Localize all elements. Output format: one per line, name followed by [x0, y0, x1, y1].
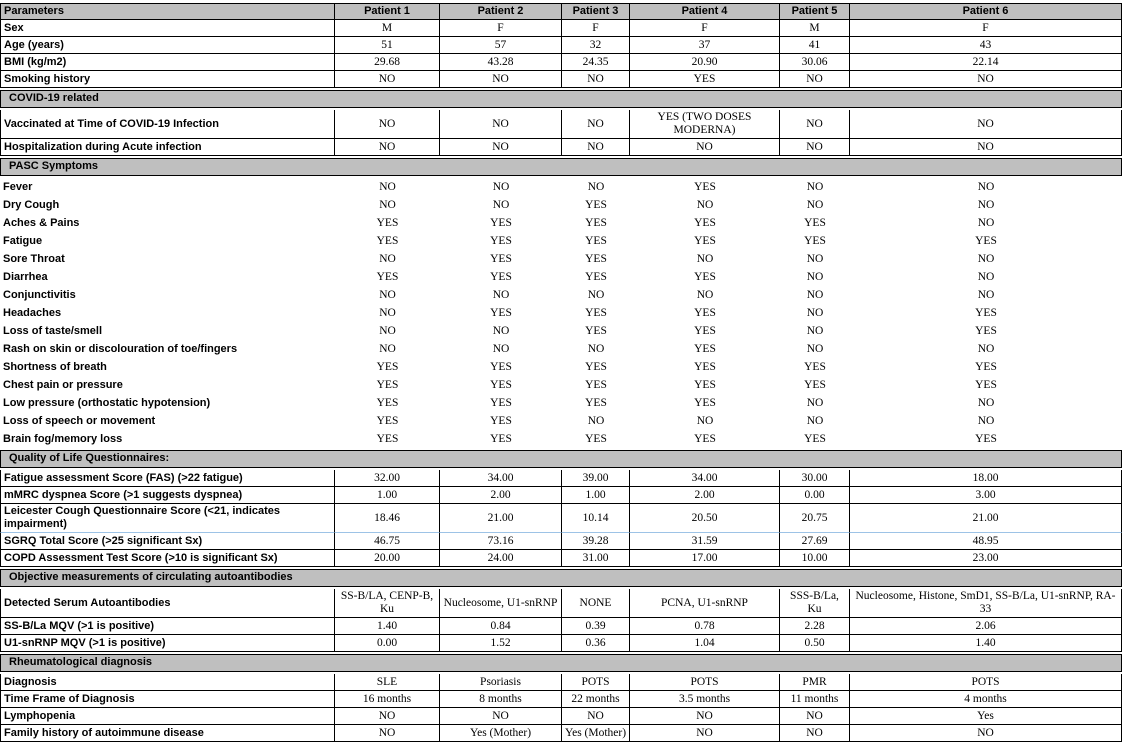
cell-value: NO — [977, 342, 995, 355]
row-label: Smoking history — [0, 71, 335, 88]
section-title: PASC Symptoms — [0, 158, 1122, 176]
cell-value: NO — [379, 288, 396, 301]
table-row — [0, 635, 1122, 652]
cell-value: 39.28 — [562, 533, 630, 550]
cell-value: YES — [376, 234, 399, 247]
cell-value: 31.00 — [562, 550, 630, 567]
cell-value: 31.59 — [630, 533, 780, 550]
cell-value: 17.00 — [630, 550, 780, 567]
cell-value: YES — [490, 414, 512, 427]
table-row — [0, 268, 1122, 286]
patient-column-header: Patient 1 — [335, 3, 440, 20]
cell-value: POTS — [562, 674, 630, 691]
cell-value: 41 — [780, 37, 850, 54]
table-header — [0, 3, 1122, 20]
cell-value: NO — [696, 414, 714, 427]
table-row — [0, 20, 1122, 37]
cell-value: NO — [780, 139, 850, 156]
table-row — [0, 504, 1122, 533]
cell-value: 16 months — [335, 691, 440, 708]
table-row — [0, 71, 1122, 88]
table-row — [0, 412, 1122, 430]
section-title: Quality of Life Questionnaires: — [0, 450, 1122, 468]
row-label: U1-snRNP MQV (>1 is positive) — [0, 635, 335, 652]
cell-value: NO — [335, 139, 440, 156]
row-label: Fever — [3, 180, 33, 193]
cell-value: 0.78 — [630, 618, 780, 635]
cell-value: NO — [977, 252, 995, 265]
cell-value: NO — [379, 252, 396, 265]
cell-value: YES — [585, 198, 607, 211]
cell-value: YES — [376, 360, 399, 373]
cell-value: 39.00 — [562, 470, 630, 487]
cell-value: NO — [492, 324, 510, 337]
row-label: COPD Assessment Test Score (>10 is significant Sx) — [0, 550, 335, 567]
cell-value: 21.00 — [850, 504, 1122, 533]
table-row — [0, 725, 1122, 742]
patient-column-header: Patient 5 — [780, 3, 850, 20]
table-row — [0, 139, 1122, 156]
cell-value: NO — [492, 198, 510, 211]
cell-value: 37 — [630, 37, 780, 54]
cell-value: YES — [490, 396, 512, 409]
cell-value: 4 months — [850, 691, 1122, 708]
cell-value: 0.84 — [440, 618, 562, 635]
cell-value: YES — [490, 270, 512, 283]
cell-value: YES — [694, 234, 716, 247]
cell-value: NO — [780, 71, 850, 88]
cell-value: 3.5 months — [630, 691, 780, 708]
cell-value: 34.00 — [440, 470, 562, 487]
cell-value: 20.75 — [780, 504, 850, 533]
cell-value: NO — [806, 252, 824, 265]
cell-value: NO — [587, 288, 605, 301]
cell-value: NO — [850, 110, 1122, 139]
cell-value: YES — [694, 270, 716, 283]
cell-value: 0.00 — [780, 487, 850, 504]
cell-value: NO — [696, 288, 714, 301]
cell-value: 0.39 — [562, 618, 630, 635]
cell-value: NO — [379, 198, 396, 211]
table-row — [0, 110, 1122, 139]
cell-value: 30.00 — [780, 470, 850, 487]
cell-value: NO — [335, 71, 440, 88]
cell-value: YES — [490, 360, 512, 373]
cell-value: YES — [585, 432, 607, 445]
section-row — [0, 156, 1122, 178]
section-cell — [0, 652, 1122, 674]
cell-value: YES — [490, 252, 512, 265]
cell-value: 8 months — [440, 691, 562, 708]
table-row — [0, 232, 1122, 250]
cell-value: YES — [376, 270, 399, 283]
patient-column-header: Patient 6 — [850, 3, 1122, 20]
table-row — [0, 196, 1122, 214]
table-row — [0, 376, 1122, 394]
cell-value: F — [630, 20, 780, 37]
cell-value: 73.16 — [440, 533, 562, 550]
cell-value: YES — [975, 432, 997, 445]
cell-value: NO — [806, 270, 824, 283]
cell-value: F — [440, 20, 562, 37]
cell-value: 2.00 — [440, 487, 562, 504]
cell-value: YES — [694, 432, 716, 445]
cell-value: SSS-B/La, Ku — [780, 589, 850, 618]
table-row — [0, 691, 1122, 708]
row-label: Diagnosis — [0, 674, 335, 691]
cell-value: 2.28 — [780, 618, 850, 635]
cell-value: 1.40 — [850, 635, 1122, 652]
cell-value: YES — [490, 216, 512, 229]
cell-value: M — [335, 20, 440, 37]
cell-value: F — [850, 20, 1122, 37]
cell-value: 20.00 — [335, 550, 440, 567]
section-cell — [0, 448, 1122, 470]
cell-value: YES — [585, 252, 607, 265]
cell-value: 0.50 — [780, 635, 850, 652]
cell-value: NO — [440, 71, 562, 88]
row-label: Rash on skin or discolouration of toe/fingers — [3, 342, 238, 355]
cell-value: NO — [850, 139, 1122, 156]
section-title: COVID-19 related — [0, 90, 1122, 108]
cell-value: YES — [804, 234, 826, 247]
cell-value: NO — [587, 414, 605, 427]
row-label: Time Frame of Diagnosis — [0, 691, 335, 708]
row-label: Family history of autoimmune disease — [0, 725, 335, 742]
cell-value: 0.36 — [562, 635, 630, 652]
cell-value: YES — [490, 432, 512, 445]
patient-column-header: Patient 3 — [562, 3, 630, 20]
cell-value: NO — [780, 725, 850, 742]
cell-value: Nucleosome, Histone, SmD1, SS-B/La, U1-snRNP, RA-33 — [850, 589, 1122, 618]
cell-value: YES — [585, 306, 607, 319]
cell-value: YES — [585, 216, 607, 229]
cell-value: YES — [694, 306, 716, 319]
row-label: SS-B/La MQV (>1 is positive) — [0, 618, 335, 635]
cell-value: 2.06 — [850, 618, 1122, 635]
cell-value: YES — [585, 234, 607, 247]
cell-value: NO — [379, 324, 396, 337]
cell-value: 27.69 — [780, 533, 850, 550]
cell-value: 1.40 — [335, 618, 440, 635]
cell-value: 43 — [850, 37, 1122, 54]
cell-value: NO — [379, 342, 396, 355]
cell-value: 2.00 — [630, 487, 780, 504]
table-row — [0, 54, 1122, 71]
cell-value: YES — [694, 216, 716, 229]
cell-value: 20.50 — [630, 504, 780, 533]
cell-value: Yes (Mother) — [440, 725, 562, 742]
cell-value: 22 months — [562, 691, 630, 708]
table-row — [0, 178, 1122, 196]
cell-value: NO — [850, 71, 1122, 88]
row-label: Hospitalization during Acute infection — [0, 139, 335, 156]
cell-value: YES — [694, 360, 716, 373]
cell-value: 23.00 — [850, 550, 1122, 567]
table-row — [0, 618, 1122, 635]
cell-value: NONE — [562, 589, 630, 618]
cell-value: YES — [585, 360, 607, 373]
cell-value: NO — [379, 180, 396, 193]
table-row — [0, 674, 1122, 691]
cell-value: YES — [975, 324, 997, 337]
cell-value: NO — [587, 180, 605, 193]
cell-value: NO — [977, 180, 995, 193]
cell-value: NO — [977, 216, 995, 229]
cell-value: 10.14 — [562, 504, 630, 533]
row-label: Chest pain or pressure — [3, 378, 123, 391]
cell-value: YES — [694, 396, 716, 409]
cell-value: Nucleosome, U1-snRNP — [440, 589, 562, 618]
cell-value: NO — [562, 110, 630, 139]
parameters-column-header: Parameters — [0, 3, 335, 20]
patient-column-header: Patient 4 — [630, 3, 780, 20]
row-label: Detected Serum Autoantibodies — [0, 589, 335, 618]
cell-value: 0.00 — [335, 635, 440, 652]
cell-value: YES — [376, 216, 399, 229]
cell-value: NO — [630, 725, 780, 742]
patient-parameters-table — [0, 3, 1122, 742]
row-label: Loss of taste/smell — [3, 324, 103, 337]
row-label: Sex — [0, 20, 335, 37]
table-row — [0, 470, 1122, 487]
row-label: Leicester Cough Questionnaire Score (<21, indicates impairment) — [0, 504, 335, 533]
cell-value: NO — [335, 110, 440, 139]
cell-value: YES — [376, 432, 399, 445]
section-cell — [0, 156, 1122, 178]
cell-value: NO — [492, 342, 510, 355]
cell-value: 34.00 — [630, 470, 780, 487]
cell-value: YES — [376, 378, 399, 391]
row-label: Aches & Pains — [3, 216, 80, 229]
cell-value: YES (TWO DOSES MODERNA) — [630, 110, 780, 139]
section-cell — [0, 567, 1122, 589]
cell-value: NO — [977, 414, 995, 427]
table-row — [0, 430, 1122, 448]
cell-value: 24.35 — [562, 54, 630, 71]
cell-value: 1.04 — [630, 635, 780, 652]
section-cell — [0, 88, 1122, 110]
table-row — [0, 322, 1122, 340]
cell-value: F — [562, 20, 630, 37]
row-label: Diarrhea — [3, 270, 48, 283]
cell-value: NO — [806, 180, 824, 193]
cell-value: Yes — [850, 708, 1122, 725]
row-label: Loss of speech or movement — [3, 414, 156, 427]
cell-value: YES — [376, 414, 399, 427]
cell-value: 22.14 — [850, 54, 1122, 71]
row-label: Shortness of breath — [3, 360, 107, 373]
table-row — [0, 214, 1122, 232]
table-row — [0, 394, 1122, 412]
section-row — [0, 652, 1122, 674]
cell-value: 51 — [335, 37, 440, 54]
cell-value: YES — [975, 378, 997, 391]
cell-value: YES — [490, 306, 512, 319]
cell-value: YES — [694, 378, 716, 391]
cell-value: Psoriasis — [440, 674, 562, 691]
cell-value: NO — [440, 139, 562, 156]
row-label: Low pressure (orthostatic hypotension) — [3, 396, 211, 409]
cell-value: YES — [804, 216, 826, 229]
row-label: Headaches — [3, 306, 62, 319]
row-label: Conjunctivitis — [3, 288, 76, 301]
cell-value: YES — [585, 378, 607, 391]
table-row — [0, 533, 1122, 550]
cell-value: 24.00 — [440, 550, 562, 567]
cell-value: YES — [975, 234, 997, 247]
section-row — [0, 448, 1122, 470]
cell-value: NO — [780, 110, 850, 139]
table-body — [0, 20, 1122, 742]
cell-value: YES — [694, 342, 716, 355]
cell-value: 10.00 — [780, 550, 850, 567]
table-row — [0, 589, 1122, 618]
cell-value: NO — [630, 708, 780, 725]
row-label: mMRC dyspnea Score (>1 suggests dyspnea) — [0, 487, 335, 504]
cell-value: NO — [562, 71, 630, 88]
row-label: Dry Cough — [3, 198, 60, 211]
table-row — [0, 340, 1122, 358]
cell-value: YES — [804, 378, 826, 391]
row-label: SGRQ Total Score (>25 significant Sx) — [0, 533, 335, 550]
cell-value: 29.68 — [335, 54, 440, 71]
cell-value: POTS — [630, 674, 780, 691]
cell-value: YES — [694, 180, 716, 193]
cell-value: YES — [585, 270, 607, 283]
cell-value: YES — [630, 71, 780, 88]
cell-value: NO — [587, 342, 605, 355]
cell-value: POTS — [850, 674, 1122, 691]
cell-value: NO — [806, 324, 824, 337]
cell-value: NO — [335, 725, 440, 742]
cell-value: 30.06 — [780, 54, 850, 71]
cell-value: NO — [977, 198, 995, 211]
cell-value: NO — [440, 110, 562, 139]
cell-value: 21.00 — [440, 504, 562, 533]
table-row — [0, 550, 1122, 567]
cell-value: NO — [977, 396, 995, 409]
cell-value: 18.46 — [335, 504, 440, 533]
cell-value: 46.75 — [335, 533, 440, 550]
cell-value: YES — [975, 360, 997, 373]
cell-value: NO — [806, 342, 824, 355]
cell-value: YES — [585, 396, 607, 409]
cell-value: SLE — [335, 674, 440, 691]
cell-value: YES — [804, 432, 826, 445]
cell-value: 57 — [440, 37, 562, 54]
table-row — [0, 304, 1122, 322]
cell-value: 18.00 — [850, 470, 1122, 487]
cell-value: 48.95 — [850, 533, 1122, 550]
cell-value: SS-B/LA, CENP-B, Ku — [335, 589, 440, 618]
patient-column-header: Patient 2 — [440, 3, 562, 20]
cell-value: 3.00 — [850, 487, 1122, 504]
cell-value: NO — [562, 139, 630, 156]
table-row — [0, 37, 1122, 54]
row-label: Lymphopenia — [0, 708, 335, 725]
cell-value: NO — [806, 288, 824, 301]
section-row — [0, 88, 1122, 110]
cell-value: NO — [780, 708, 850, 725]
cell-value: YES — [804, 360, 826, 373]
cell-value: NO — [806, 396, 824, 409]
row-label: BMI (kg/m2) — [0, 54, 335, 71]
cell-value: NO — [806, 306, 824, 319]
cell-value: NO — [440, 708, 562, 725]
cell-value: YES — [585, 324, 607, 337]
cell-value: NO — [492, 288, 510, 301]
table-row — [0, 250, 1122, 268]
cell-value: 11 months — [780, 691, 850, 708]
table-row — [0, 487, 1122, 504]
cell-value: NO — [335, 708, 440, 725]
cell-value: 20.90 — [630, 54, 780, 71]
cell-value: NO — [696, 252, 714, 265]
cell-value: NO — [696, 198, 714, 211]
cell-value: 32.00 — [335, 470, 440, 487]
cell-value: YES — [376, 396, 399, 409]
cell-value: YES — [694, 324, 716, 337]
cell-value: 32 — [562, 37, 630, 54]
table-row — [0, 708, 1122, 725]
row-label: Age (years) — [0, 37, 335, 54]
row-label: Brain fog/memory loss — [3, 432, 123, 445]
cell-value: NO — [806, 414, 824, 427]
row-label: Vaccinated at Time of COVID-19 Infection — [0, 110, 335, 139]
section-title: Rheumatological diagnosis — [0, 654, 1122, 672]
table-row — [0, 358, 1122, 376]
cell-value: 43.28 — [440, 54, 562, 71]
section-row — [0, 567, 1122, 589]
cell-value: YES — [490, 234, 512, 247]
cell-value: 1.00 — [335, 487, 440, 504]
row-label: Fatigue — [3, 234, 43, 247]
cell-value: M — [780, 20, 850, 37]
header-row — [0, 3, 1122, 20]
cell-value: NO — [850, 725, 1122, 742]
cell-value: NO — [977, 270, 995, 283]
cell-value: NO — [977, 288, 995, 301]
cell-value: Yes (Mother) — [562, 725, 630, 742]
cell-value: 1.52 — [440, 635, 562, 652]
section-title: Objective measurements of circulating autoantibodies — [0, 569, 1122, 587]
cell-value: YES — [975, 306, 997, 319]
cell-value: NO — [806, 198, 824, 211]
row-label: Fatigue assessment Score (FAS) (>22 fatigue) — [0, 470, 335, 487]
cell-value: 1.00 — [562, 487, 630, 504]
cell-value: PMR — [780, 674, 850, 691]
cell-value: YES — [490, 378, 512, 391]
cell-value: NO — [562, 708, 630, 725]
row-label: Sore Throat — [3, 252, 65, 265]
cell-value: NO — [379, 306, 396, 319]
cell-value: NO — [492, 180, 510, 193]
cell-value: NO — [630, 139, 780, 156]
table-row — [0, 286, 1122, 304]
cell-value: PCNA, U1-snRNP — [630, 589, 780, 618]
